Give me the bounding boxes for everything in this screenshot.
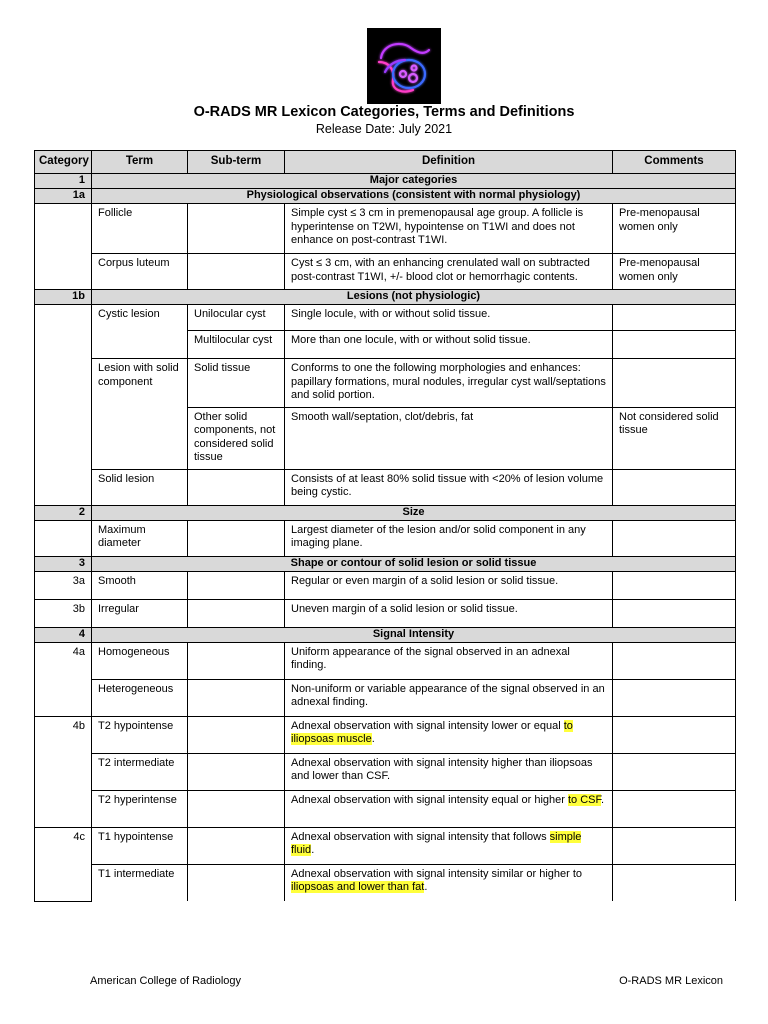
comments-cell <box>613 753 736 790</box>
definition-cell: Cyst ≤ 3 cm, with an enhancing crenulated wall on subtracted post-contrast T1WI, +/- blood clot or hemorrhagic contents. <box>285 254 613 290</box>
definition-text: . <box>424 881 428 893</box>
category-label: Major categories <box>92 174 736 189</box>
subterm-cell <box>188 716 285 753</box>
term-cell: Homogeneous <box>92 642 188 679</box>
category-cell <box>35 520 92 556</box>
subterm-cell <box>188 469 285 505</box>
subterm-cell <box>188 827 285 864</box>
definition-cell: More than one locule, with or without solid tissue. <box>285 331 613 359</box>
term-cell: Cystic lesion <box>92 305 188 359</box>
table-row <box>35 716 736 753</box>
definition-cell: Adnexal observation with signal intensity higher than iliopsoas and lower than CSF. <box>285 753 613 790</box>
table-row <box>35 864 736 901</box>
table-row <box>35 305 736 331</box>
term-cell: T2 hypointense <box>92 716 188 753</box>
release-date: Release Date: July 2021 <box>315 122 453 136</box>
subterm-cell: Other solid components, not considered solid tissue <box>188 407 285 469</box>
category-cell <box>35 204 92 290</box>
category-number: 1a <box>35 189 92 204</box>
highlighted-text: to CSF <box>568 793 602 806</box>
definition-cell <box>285 864 613 901</box>
subterm-cell <box>188 599 285 627</box>
comments-cell <box>613 331 736 359</box>
comments-cell: Pre-menopausal women only <box>613 254 736 290</box>
comments-cell <box>613 469 736 505</box>
table-row <box>35 520 736 556</box>
comments-cell <box>613 827 736 864</box>
table-row <box>35 204 736 254</box>
term-cell: Follicle <box>92 204 188 254</box>
category-label: Shape or contour of solid lesion or solid tissue <box>92 556 736 571</box>
highlighted-text: simple fluid <box>291 830 582 856</box>
table-row <box>35 642 736 679</box>
category-row <box>35 174 736 189</box>
definition-cell: Uniform appearance of the signal observed in an adnexal finding. <box>285 642 613 679</box>
comments-cell: Pre-menopausal women only <box>613 204 736 254</box>
table-row <box>35 753 736 790</box>
definition-cell: Smooth wall/septation, clot/debris, fat <box>285 407 613 469</box>
definition-cell <box>285 790 613 827</box>
subterm-cell <box>188 753 285 790</box>
category-label: Physiological observations (consistent with normal physiology) <box>92 189 736 204</box>
acr-o-rads-logo <box>367 28 441 104</box>
definition-text: . <box>601 793 605 806</box>
comments-cell: Not considered solid tissue <box>613 407 736 469</box>
header-category: Category <box>35 151 92 174</box>
definition-cell: Uneven margin of a solid lesion or solid tissue. <box>285 599 613 627</box>
category-number: 1 <box>35 174 92 189</box>
subterm-cell: Solid tissue <box>188 359 285 408</box>
subterm-cell: Unilocular cyst <box>188 305 285 331</box>
definition-cell: Consists of at least 80% solid tissue with <20% of lesion volume being cystic. <box>285 469 613 505</box>
category-cell: 4b <box>35 716 92 827</box>
definition-cell: Largest diameter of the lesion and/or solid component in any imaging plane. <box>285 520 613 556</box>
table-row <box>35 827 736 864</box>
definition-text: Adnexal observation with signal intensity similar or higher to <box>291 867 583 880</box>
category-cell: 4c <box>35 827 92 901</box>
definition-cell <box>285 716 613 753</box>
term-cell: Corpus luteum <box>92 254 188 290</box>
category-number: 4 <box>35 627 92 642</box>
category-row <box>35 556 736 571</box>
footer-organization: American College of Radiology <box>90 975 242 987</box>
highlighted-text: iliopsoas and lower than fat <box>291 881 425 893</box>
page-title: O-RADS MR Lexicon Categories, Terms and Definitions <box>193 104 575 120</box>
table-row <box>35 599 736 627</box>
definition-cell: Single locule, with or without solid tissue. <box>285 305 613 331</box>
footer-document-name: O-RADS MR Lexicon <box>619 975 723 987</box>
term-cell: Smooth <box>92 571 188 599</box>
subterm-cell <box>188 520 285 556</box>
category-label: Size <box>92 505 736 520</box>
definition-text: Adnexal observation with signal intensity lower or equal <box>291 719 564 732</box>
term-cell: Heterogeneous <box>92 679 188 716</box>
definition-text: Adnexal observation with signal intensity that follows <box>291 830 550 843</box>
table-row <box>35 679 736 716</box>
term-cell: Lesion with solid component <box>92 359 188 470</box>
category-row <box>35 189 736 204</box>
table-row <box>35 359 736 408</box>
subterm-cell <box>188 679 285 716</box>
category-number: 2 <box>35 505 92 520</box>
subterm-cell <box>188 254 285 290</box>
category-label: Lesions (not physiologic) <box>92 290 736 305</box>
category-row <box>35 290 736 305</box>
subterm-cell <box>188 204 285 254</box>
definition-text: . <box>311 844 315 856</box>
term-cell: T2 intermediate <box>92 753 188 790</box>
header-subterm: Sub-term <box>188 151 285 174</box>
category-number: 1b <box>35 290 92 305</box>
highlighted-text: to iliopsoas muscle <box>291 719 573 745</box>
category-label: Signal Intensity <box>92 627 736 642</box>
comments-cell <box>613 571 736 599</box>
definition-cell: Simple cyst ≤ 3 cm in premenopausal age group. A follicle is hyperintense on T2WI, hypointense on T1WI and does not enhance on post-contrast T1WI. <box>285 204 613 254</box>
comments-cell <box>613 716 736 753</box>
subterm-cell <box>188 864 285 901</box>
category-row <box>35 627 736 642</box>
category-cell: 3b <box>35 599 92 627</box>
category-cell: 3a <box>35 571 92 599</box>
term-cell: Irregular <box>92 599 188 627</box>
category-cell: 4a <box>35 642 92 716</box>
table-row <box>35 790 736 827</box>
comments-cell <box>613 642 736 679</box>
definition-cell: Conforms to one the following morphologies and enhances: papillary formations, mural nodules, irregular cyst wall/septations and solid portion. <box>285 359 613 408</box>
definition-text: Adnexal observation with signal intensity equal or higher <box>291 793 568 806</box>
comments-cell <box>613 359 736 408</box>
table-row <box>35 254 736 290</box>
definition-cell <box>285 827 613 864</box>
category-number: 3 <box>35 556 92 571</box>
term-cell: T1 hypointense <box>92 827 188 864</box>
comments-cell <box>613 864 736 901</box>
term-cell: Solid lesion <box>92 469 188 505</box>
lexicon-table <box>34 150 736 902</box>
definition-text: . <box>371 733 375 745</box>
category-row <box>35 505 736 520</box>
subterm-cell <box>188 790 285 827</box>
subterm-cell: Multilocular cyst <box>188 331 285 359</box>
comments-cell <box>613 679 736 716</box>
header-comments: Comments <box>613 151 736 174</box>
term-cell: T1 intermediate <box>92 864 188 901</box>
definition-cell: Non-uniform or variable appearance of the signal observed in an adnexal finding. <box>285 679 613 716</box>
term-cell: T2 hyperintense <box>92 790 188 827</box>
term-cell: Maximum diameter <box>92 520 188 556</box>
table-row <box>35 469 736 505</box>
definition-cell: Regular or even margin of a solid lesion or solid tissue. <box>285 571 613 599</box>
subterm-cell <box>188 642 285 679</box>
comments-cell <box>613 790 736 827</box>
comments-cell <box>613 520 736 556</box>
comments-cell <box>613 305 736 331</box>
header-term: Term <box>92 151 188 174</box>
comments-cell <box>613 599 736 627</box>
header-definition: Definition <box>285 151 613 174</box>
table-row <box>35 571 736 599</box>
category-cell <box>35 305 92 506</box>
subterm-cell <box>188 571 285 599</box>
table-header-row <box>35 151 736 174</box>
